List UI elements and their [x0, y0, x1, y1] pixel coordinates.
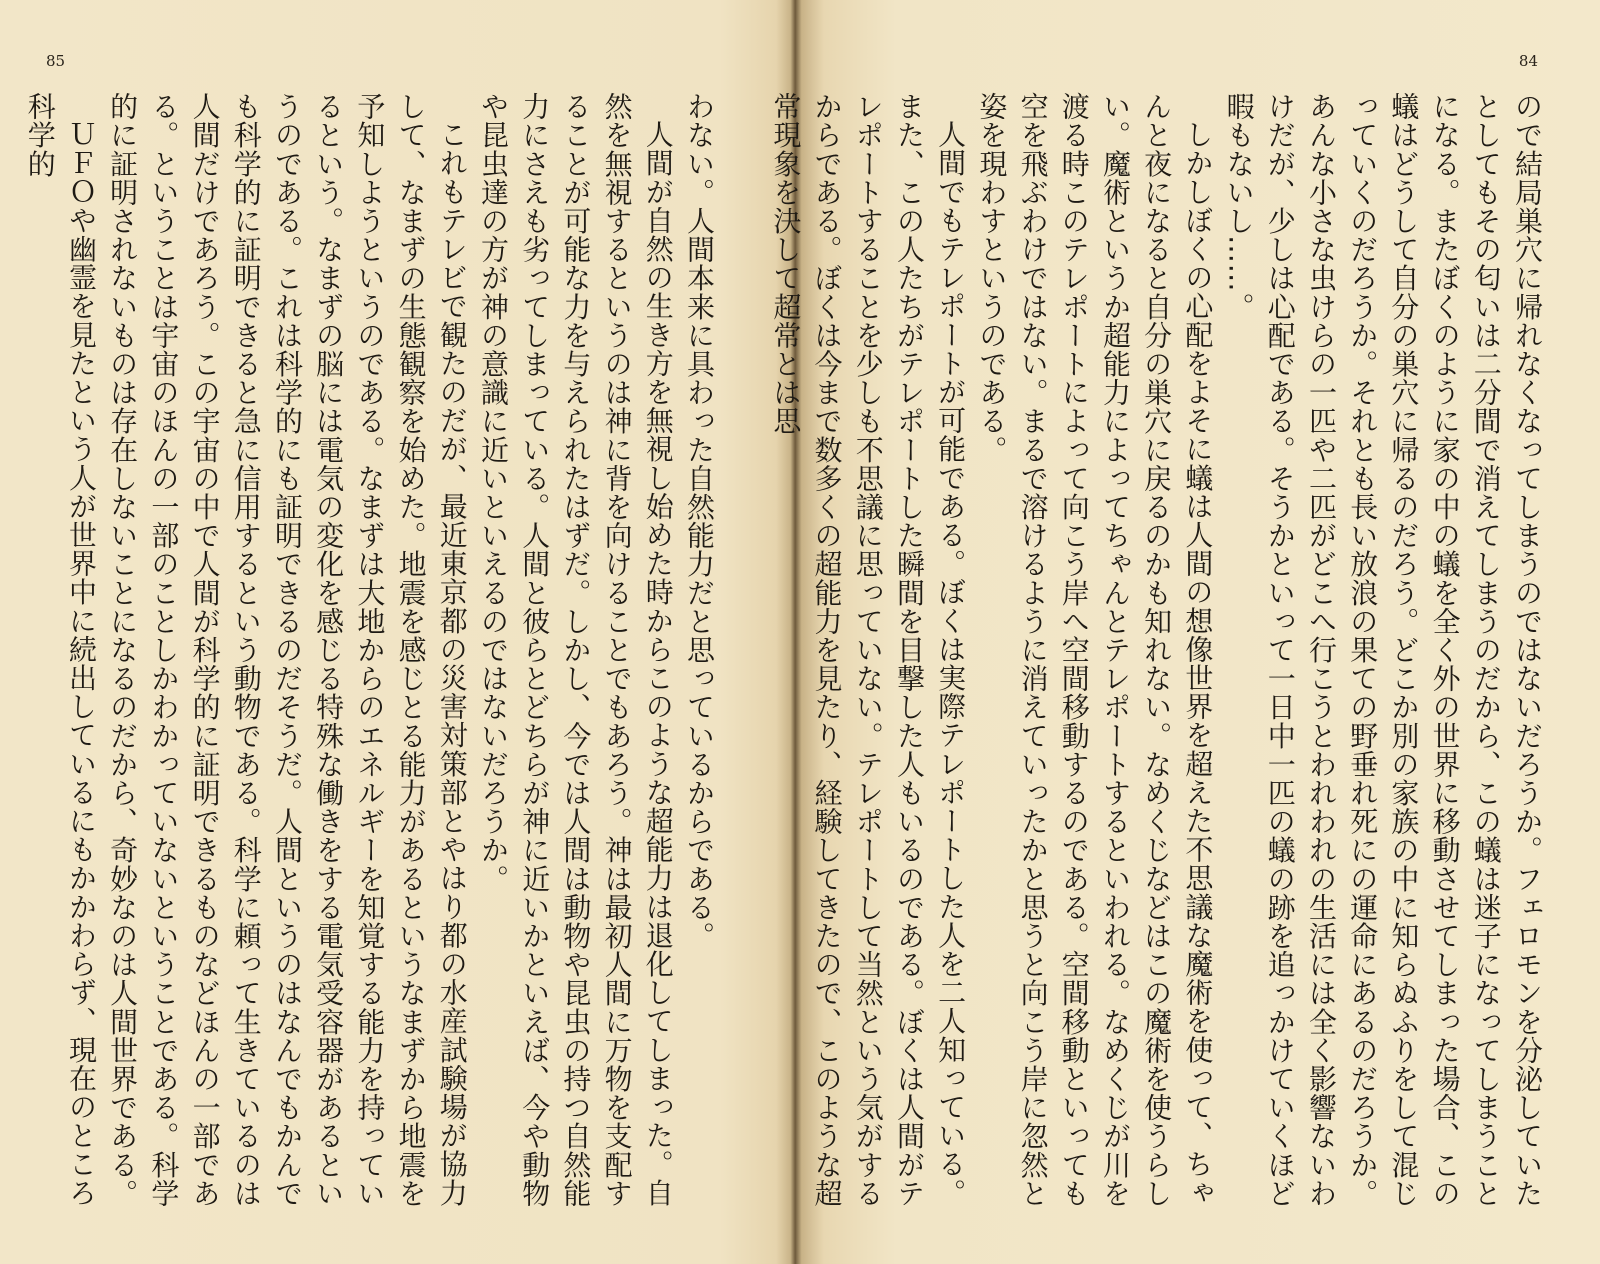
left-page [0, 0, 792, 1264]
right-page [769, 0, 1600, 1264]
right-paragraph-3: 人間でもテレポートが可能である。ぼくは実際テレポートした人を二人知っている。また、この人たちがテレポートした瞬間を目撃した人もいるのである。ぼくは人間がテレポートすることを少しも不思議に思っていない。テレポートして当然という気がするからである。ぼくは今まで数多くの超能力を見たり、経験してきたので、このような超常現象を決して超常とは思 [769, 92, 968, 1208]
right-paragraph-1: ので結局巣穴に帰れなくなってしまうのではないだろうか。フェロモンを分泌していたとしてもその匂いは二分間で消えてしまうのだから、この蟻は迷子になってしまうことになる。またぼくのように家の中の蟻を全く外の世界に移動させてしまった場合、この蟻はどうして自分の巣穴に帰るのだろう。どこか別の家族の中に知らぬふりをして混じっていくのだろうか。それとも長い放浪の果ての野垂れ死にの運命にあるのだろうか。あんな小さな虫けらの一匹や二匹がどこへ行こうとわれわれの生活には全く影響ないわけだが、少しは心配である。そうかといって一日中一匹の蟻の跡を追っかけていくほど暇もないし……。 [1222, 92, 1544, 1208]
left-paragraph-3: これもテレビで観たのだが、最近東京都の災害対策部とやはり都の水産試験場が協力して、なまずの生態観察を始めた。地震を感じとる能力があるというなまずから地震を予知しようというのである。なまずは大地からのエネルギーを知覚する能力を持っているという。なまずの脳には電気の変化を感じる特殊な働きをする電気受容器があるというのである。これは科学的にも証明できるのだそうだ。人間というのはなんでもかんでも科学的に証明できると急に信用するという動物である。科学に頼って生きているのは人間だけであろう。この宇宙の中で人間が科学的に証明できるものなどほんの一部である。ということは宇宙のほんの一部のことしかわかっていないということである。科学的に証明されないものは存在しないことになるのだから、奇妙なのは人間世界である。 [106, 92, 469, 1208]
right-paragraph-2: しかしぼくの心配をよそに蟻は人間の想像世界を超えた不思議な魔術を使って、ちゃんと夜になると自分の巣穴に戻るのかも知れない。なめくじなどはこの魔術を使うらしい。魔術というか超能力によってちゃんとテレポートするといわれる。なめくじが川を渡る時このテレポートによって向こう岸へ空間移動するのである。空間移動といっても空を飛ぶわけではない。まるで溶けるように消えていったかと思うと向こう岸に忽然と姿を現わすというのである。 [975, 92, 1215, 1208]
page-number-left: 85 [46, 52, 66, 70]
left-paragraph-4: ＵＦＯや幽霊を見たという人が世界中に続出しているにもかかわらず、現在のところ科学的 [23, 92, 98, 1207]
page-number-right: 84 [1518, 52, 1538, 70]
left-paragraph-2: 人間が自然の生き方を無視し始めた時からこのような超能力は退化してしまった。自然を無視するというのは神に背を向けることでもあろう。神は最初人間に万物を支配することが可能な力を与えられたはずだ。しかし、今では人間は動物や昆虫の持つ自然能力にさえも劣ってしまっている。人間と彼らとどちらが神に近いかといえば、今や動物や昆虫達の方が神の意識に近いといえるのではないだろうか。 [476, 92, 675, 1208]
right-page-text [769, 92, 1548, 1212]
left-paragraph-1: わない。人間本来に具わった自然能力だと思っているからである。 [683, 92, 716, 950]
left-page-text [23, 92, 720, 1212]
